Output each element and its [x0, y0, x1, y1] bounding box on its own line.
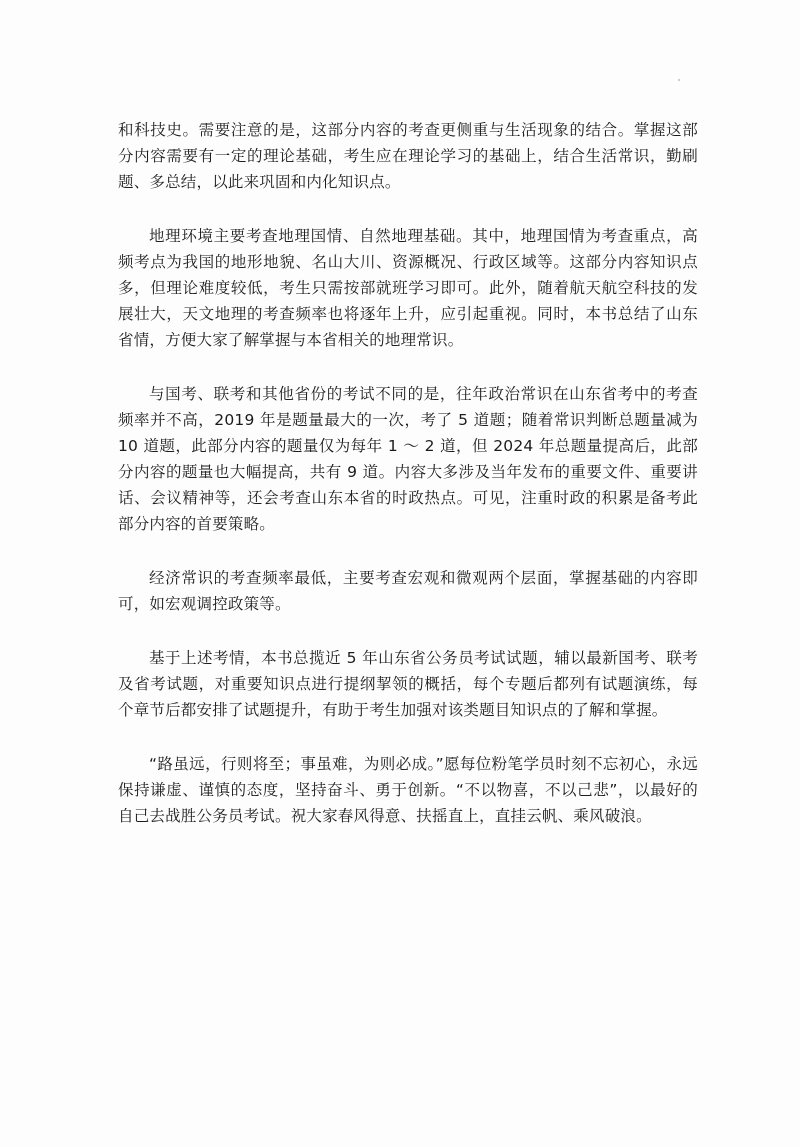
paragraph-closing-wishes: “路虽远，行则将至；事虽难，为则必成。”愿每位粉笔学员时刻不忘初心，永远保持谦虚、谨慎的态度，坚持奋斗、勇于创新。“不以物喜，不以己悲”，以最好的自己去战胜公务员考试。祝大家春风得意、扶摇直上，直挂云帆、乘风破浪。	[118, 755, 698, 825]
paragraph-continued: 和科技史。需要注意的是，这部分内容的考查更侧重与生活现象的结合。掌握这部分内容需要有一定的理论基础，考生应在理论学习的基础上，结合生活常识，勤刷题、多总结，以此来巩固和内化知识点。	[118, 121, 698, 191]
document-body	[118, 117, 698, 829]
paragraph-politics: 与国考、联考和其他省份的考试不同的是，往年政治常识在山东省考中的考查频率并不高，2019 年是题量最大的一次，考了 5 道题；随着常识判断总题量减为 10 道题，此部分内容的题量仅为每年 1 ～ 2 道，但 2024 年总题量提高后，此部分内容的题量也大幅提高，共有 9 道。内容大多涉及当年发布的重要文件、重要讲话、会议精神等，还会考查山东本省的时政热点。可见，注重时政的积累是备考此部分内容的首要策略。	[118, 385, 698, 533]
paragraph-book-overview: 基于上述考情，本书总揽近 5 年山东省公务员考试试题，辅以最新国考、联考及省考试题，对重要知识点进行提纲挈领的概括，每个专题后都列有试题演练，每个章节后都安排了试题提升，有助于考生加强对该类题目知识点的了解和掌握。	[118, 649, 698, 719]
scan-speck	[678, 79, 680, 81]
paragraph-economics: 经济常识的考查频率最低，主要考查宏观和微观两个层面，掌握基础的内容即可，如宏观调控政策等。	[118, 569, 698, 613]
paragraph-geography: 地理环境主要考查地理国情、自然地理基础。其中，地理国情为考查重点，高频考点为我国的地形地貌、名山大川、资源概况、行政区域等。这部分内容知识点多，但理论难度较低，考生只需按部就班学习即可。此外，随着航天航空科技的发展壮大，天文地理的考查频率也将逐年上升，应引起重视。同时，本书总结了山东省情，方便大家了解掌握与本省相关的地理常识。	[118, 227, 698, 349]
